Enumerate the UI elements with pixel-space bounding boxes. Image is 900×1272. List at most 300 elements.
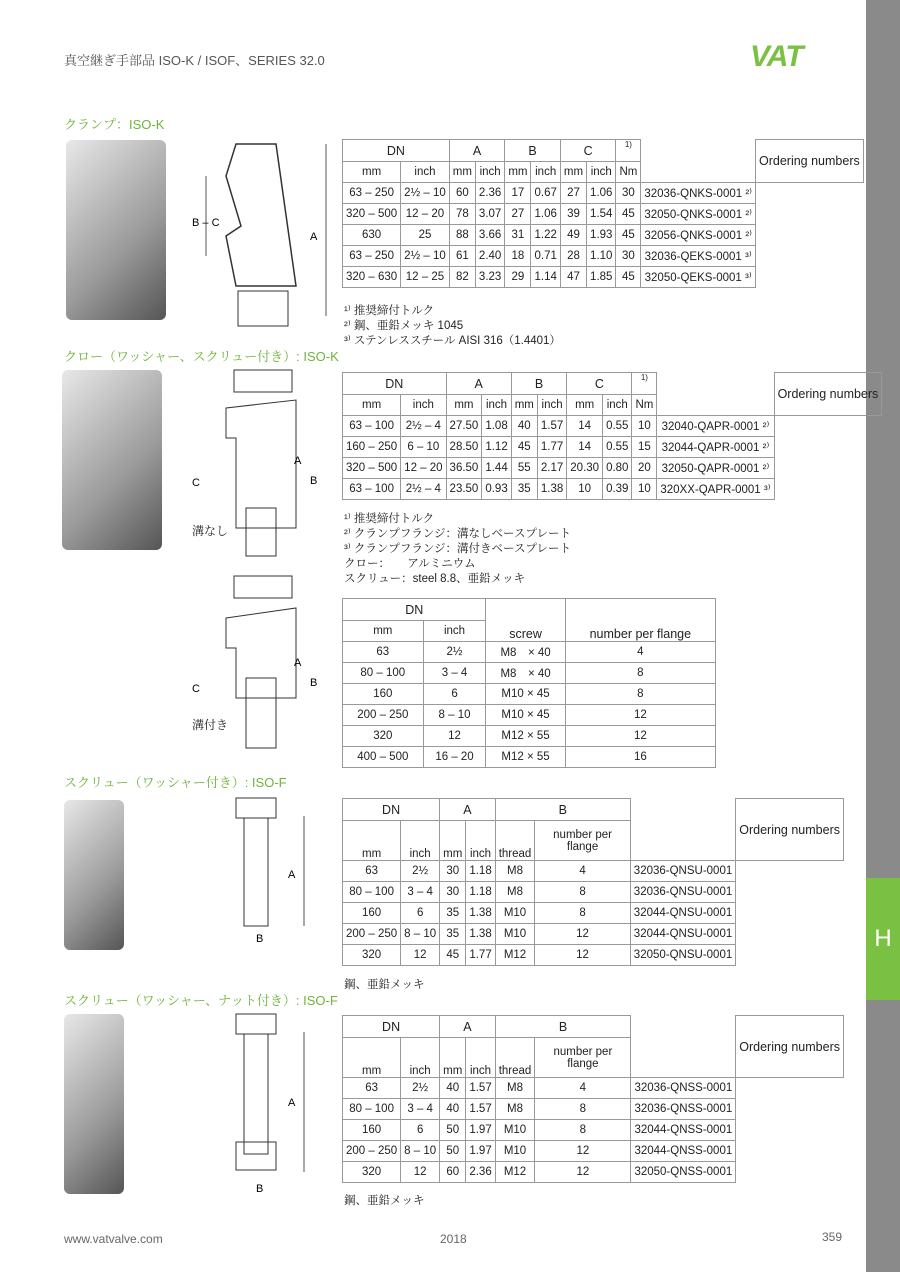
table-cell: 1.54: [587, 204, 616, 225]
table-cell: 27: [505, 204, 531, 225]
section-title-claw: クロー（ワッシャー、スクリュー付き）: ISO-K: [64, 349, 339, 364]
table-cell: 12 – 20: [401, 458, 446, 479]
table-row: [343, 882, 844, 903]
col-c: C: [560, 140, 616, 162]
clamp-table: [342, 139, 864, 288]
table-cell: 0.67: [531, 183, 560, 204]
table-cell: 320 – 500: [343, 204, 401, 225]
ordering-number-cell: 32036-QNSS-0001: [631, 1099, 736, 1120]
sub-inch: inch: [423, 621, 486, 642]
table-cell: 1.85: [587, 267, 616, 288]
dim-a: A: [310, 231, 318, 243]
col-a: A: [440, 799, 496, 821]
table-cell: M8: [495, 861, 535, 882]
col-torque-note: 1): [616, 140, 641, 162]
ordering-number-cell: 32036-QNSU-0001: [630, 861, 735, 882]
table-cell: 3.07: [475, 204, 504, 225]
col-c: C: [567, 373, 632, 395]
side-bar: [866, 0, 900, 1272]
ordering-number-cell: 32036-QNSU-0001: [630, 882, 735, 903]
table-cell: M8 × 40: [486, 663, 565, 684]
sub-mm: mm: [567, 395, 603, 416]
table-cell: 320: [343, 726, 424, 747]
table-cell: 12: [535, 945, 630, 966]
table-cell: 1.22: [531, 225, 560, 246]
table-cell: 39: [560, 204, 586, 225]
table-cell: 20.30: [567, 458, 603, 479]
table-row: [343, 1078, 844, 1099]
table-cell: 28.50: [446, 437, 482, 458]
table-cell: 50: [440, 1141, 466, 1162]
col-b: B: [511, 373, 567, 395]
table-cell: 45: [616, 204, 641, 225]
table-cell: 1.93: [587, 225, 616, 246]
table-cell: 160: [343, 1120, 401, 1141]
table-cell: 3.66: [475, 225, 504, 246]
table-cell: 28: [560, 246, 586, 267]
sub-inch: inch: [603, 395, 632, 416]
claw-drawings: [186, 368, 336, 768]
table-cell: 18: [505, 246, 531, 267]
dim-c: C: [192, 683, 200, 695]
sub-inch: inch: [466, 821, 495, 861]
table-cell: M8: [495, 1078, 535, 1099]
sub-inch: inch: [537, 395, 566, 416]
dim-b: B: [256, 933, 264, 945]
table-cell: 1.77: [466, 945, 495, 966]
table-row: [343, 684, 716, 705]
sub-number-per-flange: number per flange: [535, 821, 630, 861]
col-ordering: Ordering numbers: [736, 799, 844, 861]
table-cell: 12: [535, 924, 630, 945]
table-cell: 30: [440, 882, 466, 903]
table-row: [343, 1141, 844, 1162]
section-title-clamp: クランプ：ISO-K: [64, 117, 165, 132]
section-title-screw-nut: スクリュー（ワッシャー、ナット付き）: ISO-F: [64, 993, 338, 1008]
table-cell: 160: [343, 903, 401, 924]
table-cell: 23.50: [446, 479, 482, 500]
table-row: [343, 267, 864, 288]
note: ²⁾ 鋼、亜鉛メッキ 1045: [344, 320, 464, 332]
note: スクリュー：steel 8.8、亜鉛メッキ: [344, 573, 526, 585]
clamp-notes: [344, 304, 561, 349]
table-cell: 49: [560, 225, 586, 246]
dim-c: C: [192, 477, 200, 489]
table-cell: 1.57: [466, 1078, 495, 1099]
table-cell: M12 × 55: [486, 726, 565, 747]
table-cell: 63: [343, 861, 401, 882]
table-cell: 2½: [423, 642, 486, 663]
table-cell: 30: [616, 246, 641, 267]
table-cell: 160: [343, 684, 424, 705]
table-cell: 160 – 250: [343, 437, 401, 458]
dim-b: B: [310, 677, 318, 689]
table-cell: 14: [567, 437, 603, 458]
table-cell: 1.38: [466, 924, 495, 945]
sub-inch: inch: [401, 821, 440, 861]
sub-inch: inch: [475, 162, 504, 183]
table-cell: 35: [440, 903, 466, 924]
table-cell: 80 – 100: [343, 1099, 401, 1120]
ordering-number-cell: 320XX-QAPR-0001 ³⁾: [657, 479, 774, 500]
table-cell: 1.77: [537, 437, 566, 458]
table-cell: 320 – 630: [343, 267, 401, 288]
col-b: B: [495, 799, 630, 821]
table-cell: 27: [560, 183, 586, 204]
table-cell: 1.06: [587, 183, 616, 204]
table-cell: 8 – 10: [401, 924, 440, 945]
ordering-number-cell: 32044-QNSS-0001: [631, 1120, 736, 1141]
table-cell: 400 – 500: [343, 747, 424, 768]
ordering-number-cell: 32036-QNKS-0001 ²⁾: [641, 183, 756, 204]
col-ordering: Ordering numbers: [756, 140, 864, 183]
sub-mm: mm: [449, 162, 475, 183]
table-cell: 0.55: [603, 416, 632, 437]
table-cell: 8: [565, 684, 715, 705]
table-cell: 40: [440, 1078, 466, 1099]
sub-nm: Nm: [616, 162, 641, 183]
screw-washer-table: [342, 798, 844, 966]
sub-inch: inch: [401, 1038, 440, 1078]
ordering-number-cell: 32040-QAPR-0001 ²⁾: [657, 416, 774, 437]
table-cell: 2½: [401, 861, 440, 882]
col-dn: DN: [343, 140, 450, 162]
table-cell: 60: [449, 183, 475, 204]
sub-mm: mm: [343, 621, 424, 642]
table-cell: 4: [535, 861, 630, 882]
ordering-number-cell: 32050-QEKS-0001 ³⁾: [641, 267, 756, 288]
col-a: A: [440, 1016, 496, 1038]
ordering-number-cell: 32036-QNSS-0001: [631, 1078, 736, 1099]
table-cell: 1.97: [466, 1141, 495, 1162]
table-cell: 12: [535, 1141, 631, 1162]
table-cell: 30: [616, 183, 641, 204]
table-cell: 200 – 250: [343, 705, 424, 726]
dim-a: A: [288, 1097, 296, 1109]
screw-photo: [64, 800, 124, 950]
table-cell: M10 × 45: [486, 705, 565, 726]
table-cell: 320 – 500: [343, 458, 401, 479]
table-cell: 12: [565, 705, 715, 726]
table-cell: 6 – 10: [401, 437, 446, 458]
col-b: B: [505, 140, 561, 162]
table-cell: 1.10: [587, 246, 616, 267]
note: ³⁾ ステンレススチール AISI 316（1.4401）: [344, 335, 561, 347]
section-title-screw-washer: スクリュー（ワッシャー付き）: ISO-F: [64, 775, 287, 790]
table-cell: M10: [495, 1141, 535, 1162]
table-cell: 1.12: [482, 437, 511, 458]
table-cell: 1.14: [531, 267, 560, 288]
page-number: 359: [822, 1230, 843, 1244]
table-row: [343, 642, 716, 663]
table-cell: 1.38: [537, 479, 566, 500]
table-cell: M12: [495, 1162, 535, 1183]
table-cell: 320: [343, 945, 401, 966]
table-cell: M10: [495, 903, 535, 924]
screw-count-table: [342, 598, 716, 768]
table-cell: 0.93: [482, 479, 511, 500]
ordering-number-cell: 32050-QAPR-0001 ²⁾: [657, 458, 774, 479]
sub-inch: inch: [401, 162, 450, 183]
clamp-photo: [66, 140, 166, 320]
ordering-number-cell: 32050-QNSS-0001: [631, 1162, 736, 1183]
table-cell: 45: [616, 267, 641, 288]
table-cell: 2½: [401, 1078, 440, 1099]
table-cell: 25: [401, 225, 450, 246]
table-cell: 10: [632, 479, 657, 500]
table-cell: 8: [535, 1120, 631, 1141]
vat-logo: VAT: [750, 40, 803, 73]
col-b: B: [495, 1016, 631, 1038]
table-cell: M8: [495, 882, 535, 903]
col-dn: DN: [343, 799, 440, 821]
clamp-drawing: [186, 136, 336, 336]
table-cell: 63 – 100: [343, 479, 401, 500]
table-cell: 1.44: [482, 458, 511, 479]
table-row: [343, 1162, 844, 1183]
sub-mm: mm: [511, 395, 537, 416]
sub-inch: inch: [531, 162, 560, 183]
col-a: A: [449, 140, 505, 162]
ordering-number-cell: 32050-QNKS-0001 ²⁾: [641, 204, 756, 225]
table-cell: 0.39: [603, 479, 632, 500]
dim-b: B: [256, 1183, 264, 1192]
table-row: [343, 479, 882, 500]
table-cell: 16: [565, 747, 715, 768]
table-cell: M12 × 55: [486, 747, 565, 768]
table-cell: 2½ – 4: [401, 416, 446, 437]
table-cell: 1.57: [537, 416, 566, 437]
table-cell: 8: [565, 663, 715, 684]
sub-number-per-flange: number per flange: [535, 1038, 631, 1078]
table-cell: 63: [343, 642, 424, 663]
table-cell: 3 – 4: [401, 1099, 440, 1120]
col-a: A: [446, 373, 511, 395]
table-row: [343, 416, 882, 437]
footer-year: 2018: [440, 1232, 467, 1246]
table-cell: M8 × 40: [486, 642, 565, 663]
table-cell: 8: [535, 882, 630, 903]
table-cell: 29: [505, 267, 531, 288]
col-dn: DN: [343, 599, 486, 621]
table-cell: 61: [449, 246, 475, 267]
table-cell: 17: [505, 183, 531, 204]
table-cell: 63 – 250: [343, 246, 401, 267]
sub-inch: inch: [482, 395, 511, 416]
note: ²⁾ クランプフランジ：溝なしベースプレート: [344, 528, 572, 540]
table-cell: 80 – 100: [343, 882, 401, 903]
table-cell: M10: [495, 1120, 535, 1141]
ordering-number-cell: 32050-QNSU-0001: [630, 945, 735, 966]
table-cell: 31: [505, 225, 531, 246]
table-cell: 47: [560, 267, 586, 288]
table-row: [343, 726, 716, 747]
table-cell: 8: [535, 903, 630, 924]
table-cell: M12: [495, 945, 535, 966]
sub-thread: thread: [495, 821, 535, 861]
dim-a: A: [294, 455, 302, 467]
col-number-per-flange: number per flange: [565, 599, 715, 642]
ordering-number-cell: 32036-QEKS-0001 ³⁾: [641, 246, 756, 267]
ordering-number-cell: 32044-QAPR-0001 ²⁾: [657, 437, 774, 458]
table-cell: 12: [565, 726, 715, 747]
table-cell: 6: [401, 903, 440, 924]
ordering-number-cell: 32044-QNSS-0001: [631, 1141, 736, 1162]
sub-thread: thread: [495, 1038, 535, 1078]
table-row: [343, 246, 864, 267]
screw-nut-drawing: [226, 1012, 336, 1192]
col-screw: screw: [486, 599, 565, 642]
table-cell: 27.50: [446, 416, 482, 437]
ordering-number-cell: 32056-QNKS-0001 ²⁾: [641, 225, 756, 246]
table-cell: M10: [495, 924, 535, 945]
table-cell: 45: [616, 225, 641, 246]
dim-a: A: [294, 657, 302, 669]
sub-mm: mm: [343, 162, 401, 183]
table-cell: 3 – 4: [401, 882, 440, 903]
col-ordering: Ordering numbers: [774, 373, 882, 416]
table-row: [343, 1120, 844, 1141]
table-cell: M8: [495, 1099, 535, 1120]
screw-nut-photo: [64, 1014, 124, 1194]
note: ¹⁾ 推奨締付トルク: [344, 513, 435, 525]
note: ¹⁾ 推奨締付トルク: [344, 305, 435, 317]
sub-mm: mm: [343, 821, 401, 861]
table-cell: 8 – 10: [401, 1141, 440, 1162]
table-cell: 4: [565, 642, 715, 663]
table-cell: 45: [440, 945, 466, 966]
table-cell: 82: [449, 267, 475, 288]
table-cell: 0.71: [531, 246, 560, 267]
table-cell: 320: [343, 1162, 401, 1183]
table-cell: 1.18: [466, 882, 495, 903]
table-cell: 2½ – 4: [401, 479, 446, 500]
sub-mm: mm: [560, 162, 586, 183]
col-dn: DN: [343, 373, 447, 395]
table-cell: 6: [401, 1120, 440, 1141]
table-cell: 55: [511, 458, 537, 479]
ordering-number-cell: 32044-QNSU-0001: [630, 903, 735, 924]
table-row: [343, 747, 716, 768]
table-cell: 1.06: [531, 204, 560, 225]
table-cell: 2.36: [475, 183, 504, 204]
table-row: [343, 705, 716, 726]
table-cell: 12: [535, 1162, 631, 1183]
sub-mm: mm: [440, 821, 466, 861]
table-cell: 35: [440, 924, 466, 945]
table-cell: 3 – 4: [423, 663, 486, 684]
table-cell: 15: [632, 437, 657, 458]
table-cell: 2.40: [475, 246, 504, 267]
table-cell: 40: [511, 416, 537, 437]
table-cell: 60: [440, 1162, 466, 1183]
table-cell: 1.97: [466, 1120, 495, 1141]
table-cell: M10 × 45: [486, 684, 565, 705]
table-cell: 30: [440, 861, 466, 882]
table-cell: 3.23: [475, 267, 504, 288]
table-cell: 12: [423, 726, 486, 747]
table-cell: 12: [401, 945, 440, 966]
table-cell: 2.36: [466, 1162, 495, 1183]
table-cell: 6: [423, 684, 486, 705]
table-cell: 78: [449, 204, 475, 225]
screw-nut-table: [342, 1015, 844, 1183]
table-row: [343, 183, 864, 204]
table-cell: 1.08: [482, 416, 511, 437]
table-cell: 63 – 250: [343, 183, 401, 204]
dim-b: B: [310, 475, 318, 487]
table-cell: 63: [343, 1078, 401, 1099]
footer-url[interactable]: www.vatvalve.com: [64, 1232, 163, 1246]
sub-mm: mm: [343, 395, 401, 416]
table-cell: 45: [511, 437, 537, 458]
table-row: [343, 663, 716, 684]
table-cell: 20: [632, 458, 657, 479]
table-cell: 12 – 25: [401, 267, 450, 288]
table-cell: 40: [440, 1099, 466, 1120]
table-cell: 2½ – 10: [401, 246, 450, 267]
sub-mm: mm: [505, 162, 531, 183]
table-row: [343, 204, 864, 225]
table-row: [343, 903, 844, 924]
sub-inch: inch: [401, 395, 446, 416]
section-tab-h[interactable]: H: [866, 878, 900, 1000]
table-cell: 2.17: [537, 458, 566, 479]
table-cell: 200 – 250: [343, 924, 401, 945]
sub-mm: mm: [343, 1038, 401, 1078]
claw-table: [342, 372, 882, 500]
dim-bc: B – C: [192, 217, 220, 229]
table-cell: 88: [449, 225, 475, 246]
table-cell: 14: [567, 416, 603, 437]
label-with-groove: 溝付き: [192, 718, 229, 732]
table-row: [343, 437, 882, 458]
col-dn: DN: [343, 1016, 440, 1038]
col-torque-note: 1): [632, 373, 657, 395]
sub-inch: inch: [587, 162, 616, 183]
sub-mm: mm: [440, 1038, 466, 1078]
table-row: [343, 225, 864, 246]
sub-nm: Nm: [632, 395, 657, 416]
note: ³⁾ クランプフランジ：溝付きベースプレート: [344, 543, 572, 555]
table-cell: 80 – 100: [343, 663, 424, 684]
label-no-groove: 溝なし: [192, 524, 229, 538]
sub-inch: inch: [466, 1038, 495, 1078]
table-cell: 1.38: [466, 903, 495, 924]
table-cell: 8: [535, 1099, 631, 1120]
col-ordering: Ordering numbers: [736, 1016, 844, 1078]
claw-photo: [62, 370, 162, 550]
table-row: [343, 924, 844, 945]
table-cell: 10: [632, 416, 657, 437]
table-row: [343, 458, 882, 479]
screw-nut-note: 鋼、亜鉛メッキ: [344, 1195, 425, 1207]
table-cell: 50: [440, 1120, 466, 1141]
table-cell: 200 – 250: [343, 1141, 401, 1162]
table-row: [343, 1099, 844, 1120]
table-cell: 1.57: [466, 1099, 495, 1120]
sub-mm: mm: [446, 395, 482, 416]
table-cell: 8 – 10: [423, 705, 486, 726]
table-cell: 36.50: [446, 458, 482, 479]
claw-notes: [344, 512, 571, 587]
ordering-number-cell: 32044-QNSU-0001: [630, 924, 735, 945]
table-cell: 0.80: [603, 458, 632, 479]
table-cell: 2½ – 10: [401, 183, 450, 204]
table-cell: 35: [511, 479, 537, 500]
table-row: [343, 861, 844, 882]
page-header-title: 真空継ぎ手部品 ISO-K / ISOF、SERIES 32.0: [64, 53, 325, 68]
